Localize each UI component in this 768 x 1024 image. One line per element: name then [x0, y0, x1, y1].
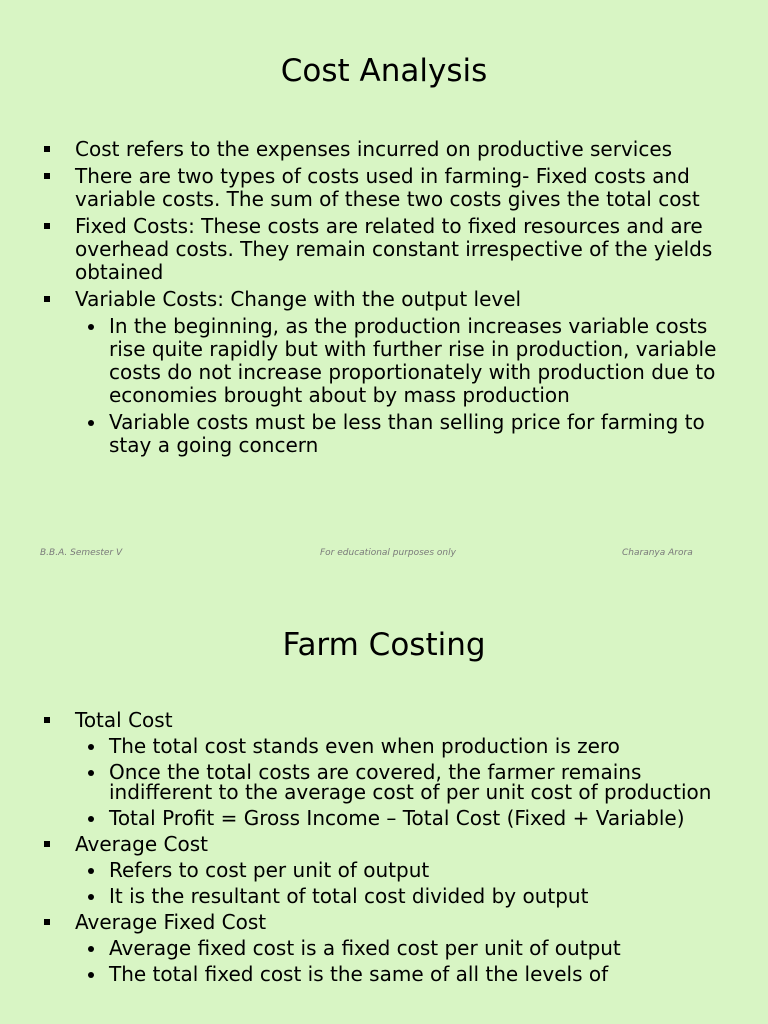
square-bullet-icon	[44, 223, 50, 229]
sub-list-item	[75, 938, 734, 958]
round-bullet-icon	[88, 420, 94, 426]
bullet-text: Variable Costs: Change with the output level	[75, 287, 522, 311]
list-item	[44, 138, 734, 161]
list-item	[44, 288, 734, 457]
list-item	[44, 165, 734, 211]
sub-list-item	[75, 860, 734, 880]
sub-bullet-text: Total Profit = Gross Income – Total Cost (Fixed + Variable)	[109, 806, 685, 830]
slide-title: Cost Analysis	[280, 53, 488, 89]
bullet-text: Fixed Costs: These costs are related to fixed resources and are overhead costs. They remain constant irrespective of the yields obtained	[75, 214, 713, 284]
sub-bullet-list	[75, 938, 734, 984]
round-bullet-icon	[88, 868, 94, 874]
round-bullet-icon	[88, 816, 94, 822]
sub-list-item	[75, 808, 734, 828]
list-item	[44, 710, 734, 828]
footer-course: B.B.A. Semester V	[40, 548, 123, 558]
sub-list-item	[75, 886, 734, 906]
bullet-list	[44, 138, 734, 461]
sub-list-item	[75, 315, 734, 407]
slide-farm-costing	[0, 576, 768, 1024]
round-bullet-icon	[88, 770, 94, 776]
round-bullet-icon	[88, 744, 94, 750]
list-item	[44, 834, 734, 906]
bullet-text: There are two types of costs used in farming- Fixed costs and variable costs. The sum of these two costs gives the total cost	[75, 164, 700, 211]
sub-bullet-list	[75, 860, 734, 906]
sub-list-item	[75, 964, 734, 984]
sub-list-item	[75, 736, 734, 756]
round-bullet-icon	[88, 894, 94, 900]
list-item	[44, 215, 734, 284]
sub-bullet-text: The total cost stands even when production is zero	[109, 734, 620, 758]
round-bullet-icon	[88, 946, 94, 952]
sub-bullet-text: Variable costs must be less than selling price for farming to stay a going concern	[109, 410, 705, 457]
square-bullet-icon	[44, 146, 50, 152]
sub-list-item	[75, 762, 734, 802]
sub-bullet-text: Once the total costs are covered, the farmer remains indifferent to the average cost of per unit cost of production	[109, 760, 712, 804]
bullet-text: Average Fixed Cost	[75, 910, 267, 934]
footer-author: Charanya Arora	[622, 548, 693, 558]
bullet-text: Cost refers to the expenses incurred on productive services	[75, 137, 673, 161]
sub-bullet-text: In the beginning, as the production increases variable costs rise quite rapidly but with further rise in production, variable costs do not increase proportionately with production due to economies brought about by mass production	[109, 314, 717, 407]
sub-bullet-text: Average fixed cost is a fixed cost per unit of output	[109, 936, 621, 960]
sub-bullet-list	[75, 315, 734, 457]
round-bullet-icon	[88, 972, 94, 978]
sub-bullet-text: The total fixed cost is the same of all the levels of	[109, 962, 609, 986]
sub-bullet-text: Refers to cost per unit of output	[109, 858, 430, 882]
square-bullet-icon	[44, 841, 50, 847]
bullet-list	[44, 710, 734, 990]
round-bullet-icon	[88, 324, 94, 330]
square-bullet-icon	[44, 717, 50, 723]
sub-bullet-list	[75, 736, 734, 828]
square-bullet-icon	[44, 296, 50, 302]
sub-bullet-text: It is the resultant of total cost divided by output	[109, 884, 589, 908]
bullet-text: Average Cost	[75, 832, 208, 856]
slide-title: Farm Costing	[282, 627, 486, 663]
square-bullet-icon	[44, 919, 50, 925]
bullet-text: Total Cost	[75, 708, 173, 732]
footer-disclaimer: For educational purposes only	[320, 548, 456, 558]
square-bullet-icon	[44, 173, 50, 179]
list-item	[44, 912, 734, 984]
sub-list-item	[75, 411, 734, 457]
